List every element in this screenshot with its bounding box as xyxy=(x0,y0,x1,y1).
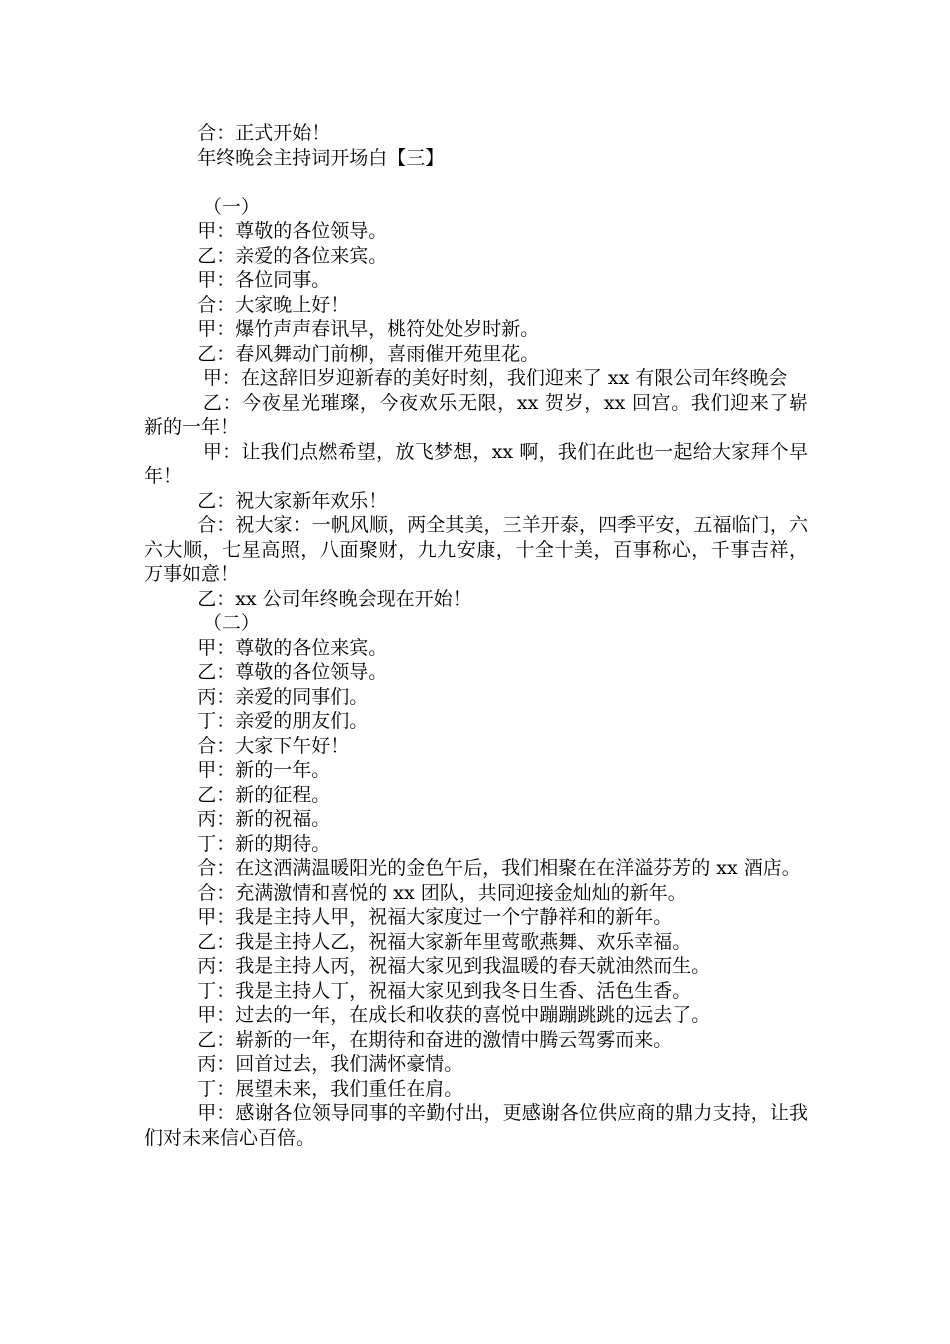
paragraph: 丁：展望未来，我们重任在肩。 xyxy=(197,1077,464,1100)
paragraph: 乙：崭新的一年，在期待和奋进的激情中腾云驾雾而来。 xyxy=(197,1028,673,1051)
paragraph: 丁：我是主持人丁，祝福大家见到我冬日生香、活色生香。 xyxy=(197,979,692,1002)
paragraph: 合：大家晚上好！ xyxy=(197,293,350,316)
paragraph: 丙：新的祝福。 xyxy=(197,808,331,830)
paragraph: 乙：我是主持人乙，祝福大家新年里莺歌燕舞、欢乐幸福。 xyxy=(197,930,692,953)
paragraph: 合：祝大家：一帆风顺，两全其美，三羊开泰，四季平安，五福临门，六六大顺，七星高照，八面聚财，九九安康，十全十美，百事称心，千事吉祥，万事如意！ xyxy=(144,514,808,585)
paragraph: 甲：我是主持人甲，祝福大家度过一个宁静祥和的新年。 xyxy=(197,906,673,928)
paragraph: 合：在这洒满温暖阳光的金色午后，我们相聚在在洋溢芬芳的 xx 酒店。 xyxy=(197,857,801,879)
subsection-marker: （二） xyxy=(202,612,260,634)
paragraph: 合：充满激情和喜悦的 xx 团队，共同迎接金灿灿的新年。 xyxy=(197,881,687,904)
paragraph: 甲：感谢各位领导同事的辛勤付出，更感谢各位供应商的鼎力支持，让我们对未来信心百倍。 xyxy=(144,1102,808,1149)
subsection-marker: （一） xyxy=(202,195,260,218)
paragraph: 合：正式开始！ xyxy=(197,122,331,144)
paragraph: 甲：各位同事。 xyxy=(197,269,331,291)
paragraph: 乙：今夜星光璀璨，今夜欢乐无限，xx 贺岁，xx 回宫。我们迎来了崭新的一年！ xyxy=(144,391,808,438)
paragraph: 丁：新的期待。 xyxy=(197,832,331,855)
paragraph: 甲：尊敬的各位领导。 xyxy=(197,220,388,242)
paragraph: 甲：尊敬的各位来宾。 xyxy=(197,636,388,659)
paragraph: 乙：xx 公司年终晚会现在开始！ xyxy=(197,587,472,610)
paragraph: 甲：过去的一年，在成长和收获的喜悦中蹦蹦跳跳的远去了。 xyxy=(197,1004,711,1026)
paragraph: 丙：亲爱的同事们。 xyxy=(197,685,369,708)
paragraph: 乙：祝大家新年欢乐！ xyxy=(197,489,388,512)
paragraph: 乙：亲爱的各位来宾。 xyxy=(197,244,388,267)
paragraph: 甲：爆竹声声春讯早，桃符处处岁时新。 xyxy=(197,318,540,340)
paragraph: 丙：回首过去，我们满怀豪情。 xyxy=(197,1053,464,1075)
document-body xyxy=(144,121,808,1150)
paragraph: 乙：尊敬的各位领导。 xyxy=(197,661,388,683)
blank-line xyxy=(144,170,808,195)
paragraph: 甲：新的一年。 xyxy=(197,759,331,781)
paragraph: 丁：亲爱的朋友们。 xyxy=(197,710,369,732)
paragraph: 甲：在这辞旧岁迎新春的美好时刻，我们迎来了 xx 有限公司年终晚会 xyxy=(202,367,788,389)
paragraph: 甲：让我们点燃希望，放飞梦想，xx 啊，我们在此也一起给大家拜个早年！ xyxy=(144,440,808,487)
paragraph: 丙：我是主持人丙，祝福大家见到我温暖的春天就油然而生。 xyxy=(197,955,711,977)
section-heading: 年终晚会主持词开场白【三】 xyxy=(197,146,445,169)
paragraph: 乙：新的征程。 xyxy=(197,783,331,806)
paragraph: 合：大家下午好！ xyxy=(197,734,350,757)
paragraph: 乙：春风舞动门前柳，喜雨催开苑里花。 xyxy=(197,342,540,365)
